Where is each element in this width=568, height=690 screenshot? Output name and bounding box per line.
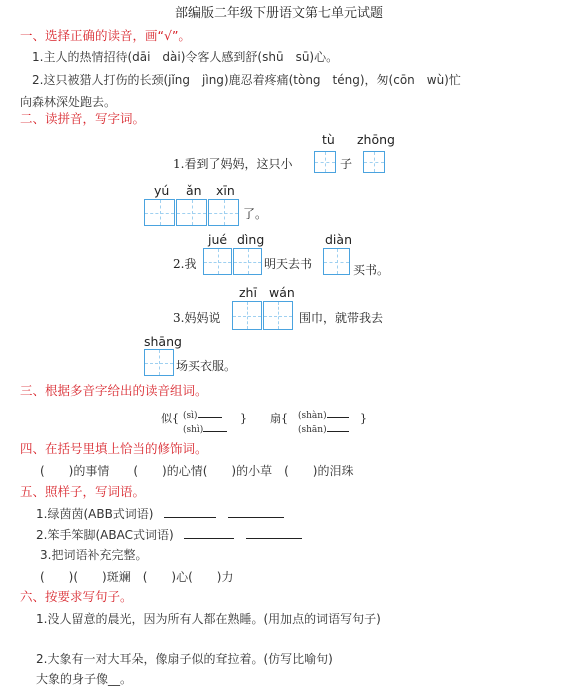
- pinyin-dian: diàn: [325, 232, 352, 247]
- s5-question-1: 1.绿茵茵(ABB式词语): [36, 507, 284, 520]
- s1-question-1: 1.主人的热情招待(dāi dài)令客人感到舒(shū sū)心。: [32, 50, 339, 64]
- s2-line-2-wo: 2.我: [173, 257, 197, 271]
- pinyin-an: ǎn: [186, 183, 202, 198]
- writing-box[interactable]: [208, 199, 239, 226]
- pinyin-xin: xīn: [216, 183, 235, 198]
- writing-box[interactable]: [263, 301, 293, 330]
- polyphone-1-brace-close: }: [240, 412, 247, 425]
- writing-box[interactable]: [232, 301, 262, 330]
- pinyin-zhong: zhōng: [357, 132, 395, 147]
- writing-box[interactable]: [314, 151, 336, 173]
- section-4-heading: 四、在括号里填上恰当的修饰词。: [20, 441, 208, 456]
- writing-box[interactable]: [233, 248, 262, 275]
- s2-line-4-text: 场买衣服。: [176, 359, 237, 373]
- writing-box[interactable]: [144, 199, 175, 226]
- pinyin-zhi: zhī: [239, 285, 257, 300]
- writing-box[interactable]: [363, 151, 385, 173]
- section-6-heading: 六、按要求写句子。: [20, 589, 133, 604]
- polyphone-char-2: 扇{: [270, 412, 288, 425]
- s2-line-3-text: 3.妈妈说: [173, 311, 221, 325]
- pinyin-jue: jué: [208, 232, 228, 247]
- s1-question-2-cont: 向森林深处跑去。: [20, 95, 117, 109]
- section-1-heading: 一、选择正确的读音，画“√”。: [20, 28, 191, 43]
- s5-question-3-line: ( )( )斑斓 ( )心( )力: [40, 570, 234, 584]
- pinyin-tu: tù: [322, 132, 335, 147]
- tian-boxes-zhiwan: [232, 301, 294, 330]
- tian-boxes-yuanxin: [144, 199, 240, 226]
- section-3-heading: 三、根据多音字给出的读音组词。: [20, 383, 208, 398]
- section-2-heading: 二、读拼音，写字词。: [20, 111, 146, 126]
- tian-boxes-shang: [144, 349, 175, 376]
- polyphone-1-reading-1: (sì): [183, 407, 222, 421]
- tian-boxes-jueding: [203, 248, 263, 275]
- s2-line-1-le: 了。: [243, 207, 268, 221]
- s2-line-2-mid: 明天去书: [264, 257, 313, 271]
- page-title: 部编版二年级下册语文第七单元试题: [175, 6, 384, 21]
- polyphone-2-reading-2: (shān): [298, 421, 349, 435]
- pinyin-wan: wán: [269, 285, 295, 300]
- pinyin-ding: dìng: [237, 232, 265, 247]
- s1-question-2: 2.这只被猎人打伤的长颈(jǐng jìng)鹿忍着疼痛(tòng téng)，匆(cōn wù)忙: [32, 73, 461, 87]
- tian-boxes-dian: [323, 248, 351, 275]
- s2-line-1-text: 1.看到了妈妈，这只小: [173, 157, 293, 171]
- writing-box[interactable]: [323, 248, 350, 275]
- s5-question-3: 3.把词语补充完整。: [40, 548, 148, 562]
- s6-question-1: 1.没人留意的晨光，因为所有人都在熟睡。(用加点的词语写句子): [36, 612, 381, 626]
- tian-boxes-tu: [314, 151, 337, 173]
- s2-line-1-zi: 子: [340, 157, 353, 171]
- s6-question-2-example: 大象的身子像__。: [36, 672, 133, 686]
- polyphone-2-brace-close: }: [360, 412, 367, 425]
- polyphone-2-reading-1: (shàn): [298, 407, 349, 421]
- section-5-heading: 五、照样子，写词语。: [20, 484, 146, 499]
- s6-question-2: 2.大象有一对大耳朵，像扇子似的耷拉着。(仿写比喻句): [36, 652, 333, 666]
- pinyin-shang: shāng: [144, 334, 182, 349]
- s2-line-3-end: 围巾，就带我去: [299, 311, 384, 325]
- s2-line-2-end: 买书。: [353, 263, 390, 277]
- tian-boxes-zhong: [363, 151, 386, 173]
- s4-fill-line: ( )的事情 ( )的心情( )的小草 ( )的泪珠: [40, 464, 354, 478]
- writing-box[interactable]: [176, 199, 207, 226]
- polyphone-char-1: 似{: [161, 412, 179, 425]
- s5-question-2: 2.笨手笨脚(ABAC式词语): [36, 528, 302, 541]
- pinyin-yu: yú: [154, 183, 170, 198]
- polyphone-1-reading-2: (shì): [183, 421, 227, 435]
- writing-box[interactable]: [144, 349, 174, 376]
- writing-box[interactable]: [203, 248, 232, 275]
